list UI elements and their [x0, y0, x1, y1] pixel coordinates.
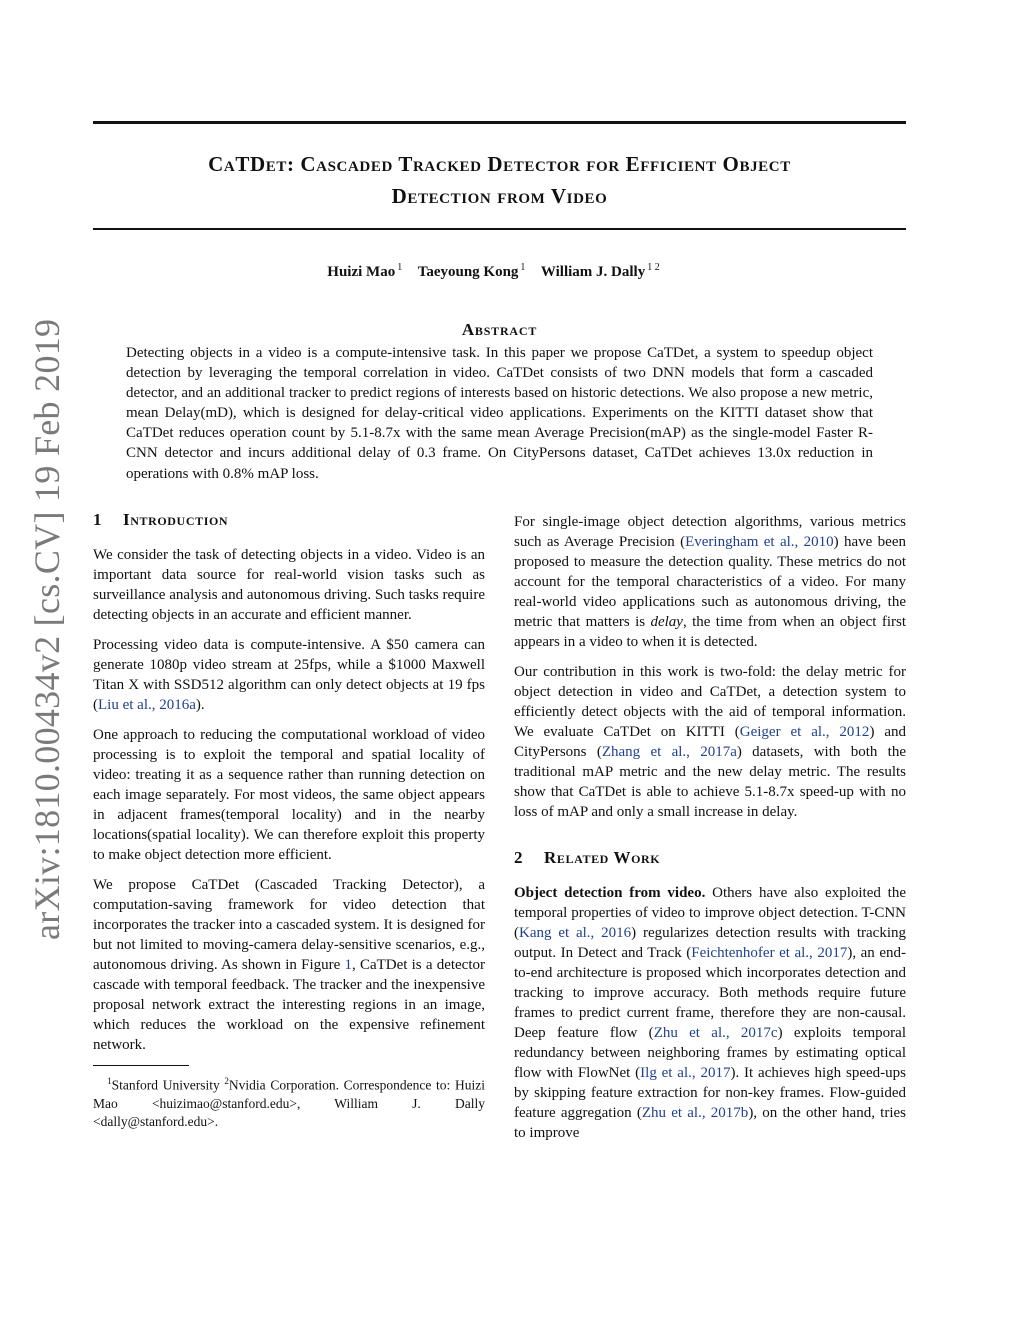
citation-link[interactable]: Liu et al., 2016a	[98, 697, 196, 713]
section-heading-introduction	[93, 510, 485, 530]
paragraph: Processing video data is compute-intensive. A $50 camera can generate 1080p video stream at 25fps, while a $1000 Maxwell Titan X with SSD512 algorithm can only detect objects at 19 fps (Liu et al., 2016a).	[93, 637, 485, 713]
figure-reference-link[interactable]: 1	[344, 957, 352, 973]
footnote-rule	[93, 1065, 189, 1066]
title-top-rule	[93, 121, 906, 124]
citation-link[interactable]: Ilg et al., 2017	[640, 1065, 731, 1081]
author-name: Huizi Mao	[327, 264, 396, 280]
right-column	[514, 512, 906, 1153]
citation-link[interactable]: Zhang et al., 2017a	[601, 744, 737, 760]
citation-link[interactable]: Zhu et al., 2017c	[653, 1025, 778, 1041]
paragraph: Object detection from video. Others have also exploited the temporal properties of video to improve object detection. T-CNN (Kang et al., 2016) regularizes detection results with tracking output. In Detect and Track (Feichtenhofer et al., 2017), an end-to-end architecture is proposed which incorporates detection and tracking to improve accuracy. Both methods require future frames to predict current frame, therefore they are non-causal. Deep feature flow (Zhu et al., 2017c) exploits temporal redundancy between neighboring frames by estimating optical flow with FlowNet (Ilg et al., 2017). It achieves high speed-ups by skipping feature extraction for non-key frames. Flow-guided feature aggregation (Zhu et al., 2017b), on the other hand, tries to improve	[514, 885, 906, 1141]
citation-link[interactable]: Everingham et al., 2010	[685, 534, 834, 550]
paragraph: Our contribution in this work is two-fold: the delay metric for object detection in video and CaTDet, a detection system to efficiently detect objects with the aid of temporal information. We evaluate CaTDet on KITTI (Geiger et al., 2012) and CityPersons (Zhang et al., 2017a) datasets, with both the traditional mAP metric and the new delay metric. The results show that CaTDet is able to achieve 5.1-8.7x speed-up with no loss of mAP and only a small increase in delay.	[514, 664, 906, 820]
author-affiliation: 1 2	[647, 262, 660, 273]
citation-link[interactable]: Feichtenhofer et al., 2017	[691, 945, 848, 961]
section-title: Related Work	[544, 848, 661, 867]
title-line-1: CaTDet: Cascaded Tracked Detector for Efficient Object	[208, 152, 791, 176]
author-affiliation: 1	[520, 262, 526, 273]
citation-link[interactable]: Zhu et al., 2017b	[641, 1105, 749, 1121]
paragraph: One approach to reducing the computational workload of video processing is to exploit the temporal and spatial locality of video: treating it as a sequence rather than running detection on each image separately. For most videos, the same object appears in adjacent frames(temporal locality) and in the nearby locations(spatial locality). We can therefore exploit this property to make object detection more efficient.	[93, 727, 485, 863]
section-number: 2	[514, 848, 523, 867]
title-bottom-rule	[93, 228, 906, 230]
author-name: William J. Dally	[540, 264, 646, 280]
citation-link[interactable]: Kang et al., 2016	[519, 925, 632, 941]
paragraph: We propose CaTDet (Cascaded Tracking Detector), a computation-saving framework for video detection that incorporates the tracker into a cascaded system. It is designed for but not limited to moving-camera delay-sensitive scenarios, e.g., autonomous driving. As shown in Figure 1, CaTDet is a detector cascade with temporal feedback. The tracker and the inexpensive proposal network extract the interesting regions in an image, which reduces the workload on the expensive refinement network.	[93, 877, 485, 1053]
author-list	[93, 262, 906, 281]
author-affiliation: 1	[397, 262, 403, 273]
footnote: $^1$Stanford University $^2$Nvidia Corporation. Correspondence to: Huizi Mao <huizimao@stanford.edu>, William J. Dally <dally@stanford.edu>.	[93, 1076, 485, 1129]
section-heading-related-work	[514, 848, 906, 868]
paper-title	[93, 148, 906, 212]
left-column	[93, 510, 485, 1131]
section-number: 1	[93, 510, 102, 529]
title-line-2: Detection from Video	[391, 184, 608, 208]
run-in-heading: Object detection from video.	[514, 885, 706, 901]
paragraph: We consider the task of detecting objects in a video. Video is an important data source for real-world vision tasks such as surveillance analysis and autonomous driving. Such tasks require detecting objects in an accurate and efficient manner.	[93, 547, 485, 623]
citation-link[interactable]: Geiger et al., 2012	[739, 724, 870, 740]
author-name: Taeyoung Kong	[417, 264, 519, 280]
section-title: Introduction	[123, 510, 229, 529]
abstract-heading: Abstract	[461, 320, 538, 339]
arxiv-identifier: arXiv:1810.00434v2 [cs.CV] 19 Feb 2019	[27, 318, 67, 940]
paragraph: For single-image object detection algorithms, various metrics such as Average Precision (Everingham et al., 2010) have been proposed to measure the detection quality. These metrics do not account for the temporal characteristics of a video. For many real-world video applications such as autonomous driving, the metric that matters is delay, the time from when an object first appears in a video to when it is detected.	[514, 514, 906, 650]
abstract-text: Detecting objects in a video is a compute-intensive task. In this paper we propose CaTDet, a system to speedup object detection by leveraging the temporal correlation in video. CaTDet consists of two DNN models that form a cascaded detector, and an additional tracker to predict regions of interests based on historic detections. We also propose a new metric, mean Delay(mD), which is designed for delay-critical video applications. Experiments on the KITTI dataset show that CaTDet reduces operation count by 5.1-8.7x with the same mean Average Precision(mAP) as the single-model Faster R-CNN detector and incurs additional delay of 0.3 frame. On CityPersons dataset, CaTDet achieves 13.0x reduction in operations with 0.8% mAP loss.	[126, 345, 873, 482]
